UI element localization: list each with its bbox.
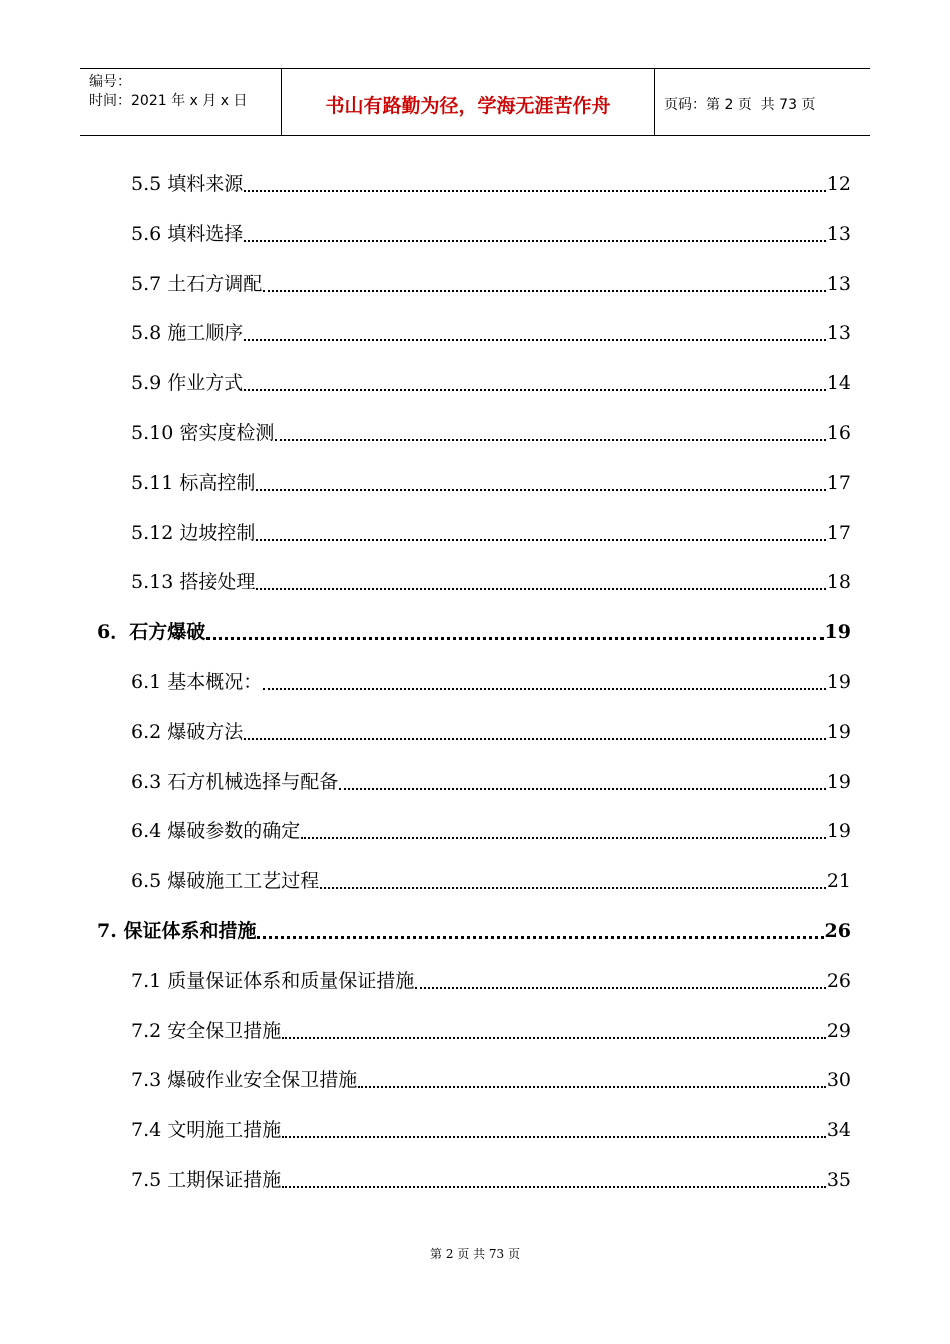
toc-entry[interactable]	[131, 966, 851, 994]
page-footer: 第 2 页 共 73 页	[430, 1247, 520, 1261]
toc-entry-page-number: 17	[826, 522, 851, 544]
toc-entry-page-number: 16	[826, 422, 851, 444]
toc-entry-title: 7. 保证体系和措施	[97, 920, 257, 942]
toc-dot-leader	[301, 820, 826, 839]
toc-entry-title: 6.4 爆破参数的确定	[131, 820, 301, 842]
toc-entry[interactable]	[131, 1016, 851, 1044]
toc-entry-page-number: 21	[826, 870, 851, 892]
toc-entry-title: 6．石方爆破	[97, 621, 206, 643]
toc-entry[interactable]	[97, 617, 851, 645]
toc-entry-page-number: 12	[826, 173, 851, 195]
toc-entry[interactable]	[131, 418, 851, 446]
toc-entry-title: 6.3 石方机械选择与配备	[131, 771, 339, 793]
toc-entry[interactable]	[131, 767, 851, 795]
page-header	[80, 68, 870, 136]
toc-entry-page-number: 14	[826, 372, 851, 394]
toc-dot-leader	[282, 1169, 826, 1188]
toc-entry-title: 7.2 安全保卫措施	[131, 1020, 282, 1042]
header-motto: 书山有路勤为径，学海无涯苦作舟	[282, 69, 655, 135]
toc-entry[interactable]	[97, 916, 851, 944]
toc-entry-page-number: 19	[826, 671, 851, 693]
toc-entry-title: 5.6 填料选择	[131, 223, 244, 245]
toc-entry-page-number: 30	[826, 1069, 851, 1091]
toc-entry[interactable]	[131, 717, 851, 745]
toc-entry[interactable]	[131, 269, 851, 297]
toc-entry[interactable]	[131, 169, 851, 197]
toc-entry-title: 5.8 施工顺序	[131, 322, 244, 344]
toc-entry-page-number: 26	[824, 920, 851, 942]
toc-dot-leader	[358, 1069, 826, 1088]
toc-entry-page-number: 19	[826, 820, 851, 842]
toc-dot-leader	[206, 621, 823, 640]
toc-entry-page-number: 19	[826, 771, 851, 793]
toc-entry-title: 5.10 密实度检测	[131, 422, 275, 444]
header-page-info: 页码：第 2 页 共 73 页	[664, 97, 816, 113]
toc-entry-page-number: 19	[824, 621, 851, 643]
toc-dot-leader	[263, 671, 826, 690]
toc-entry-page-number: 13	[826, 273, 851, 295]
toc-entry[interactable]	[131, 816, 851, 844]
toc-entry[interactable]	[131, 567, 851, 595]
toc-dot-leader	[256, 571, 825, 590]
toc-entry-page-number: 35	[826, 1169, 851, 1191]
toc-dot-leader	[320, 870, 826, 889]
toc-dot-leader	[256, 522, 825, 541]
toc-entry-title: 5.5 填料来源	[131, 173, 244, 195]
toc-entry[interactable]	[131, 1115, 851, 1143]
toc-dot-leader	[256, 472, 825, 491]
toc-dot-leader	[244, 721, 826, 740]
toc-entry-title: 7.3 爆破作业安全保卫措施	[131, 1069, 358, 1091]
toc-entry[interactable]	[131, 1065, 851, 1093]
toc-entry-title: 5.9 作业方式	[131, 372, 244, 394]
toc-dot-leader	[275, 422, 825, 441]
toc-entry-title: 7.1 质量保证体系和质量保证措施	[131, 970, 415, 992]
toc-entry-title: 5.12 边坡控制	[131, 522, 256, 544]
toc-dot-leader	[244, 372, 826, 391]
toc-entry[interactable]	[131, 667, 851, 695]
toc-dot-leader	[415, 970, 826, 989]
toc-entry-page-number: 13	[826, 322, 851, 344]
toc-dot-leader	[257, 920, 823, 939]
toc-entry-title: 6.2 爆破方法	[131, 721, 244, 743]
document-date-label: 时间：2021 年 x 月 x 日	[89, 93, 248, 109]
toc-entry-title: 7.4 文明施工措施	[131, 1119, 282, 1141]
toc-dot-leader	[244, 173, 826, 192]
toc-entry-title: 6.5 爆破施工工艺过程	[131, 870, 320, 892]
toc-entry[interactable]	[131, 219, 851, 247]
toc-dot-leader	[244, 322, 826, 341]
toc-entry-page-number: 34	[826, 1119, 851, 1141]
toc-dot-leader	[244, 223, 826, 242]
toc-entry-page-number: 19	[826, 721, 851, 743]
toc-entry-title: 5.13 搭接处理	[131, 571, 256, 593]
toc-entry-page-number: 17	[826, 472, 851, 494]
toc-entry[interactable]	[131, 468, 851, 496]
header-meta-cell	[80, 69, 282, 135]
toc-dot-leader	[282, 1020, 826, 1039]
toc-entry-title: 7.5 工期保证措施	[131, 1169, 282, 1191]
toc-entry-title: 5.11 标高控制	[131, 472, 256, 494]
toc-entry[interactable]	[131, 318, 851, 346]
toc-entry-title: 6.1 基本概况：	[131, 671, 263, 693]
toc-entry-page-number: 29	[826, 1020, 851, 1042]
toc-dot-leader	[282, 1119, 826, 1138]
toc-dot-leader	[263, 273, 826, 292]
toc-entry[interactable]	[131, 1165, 851, 1193]
toc-entry-page-number: 26	[826, 970, 851, 992]
toc-entry[interactable]	[131, 518, 851, 546]
toc-entry-title: 5.7 土石方调配	[131, 273, 263, 295]
toc-entry[interactable]	[131, 368, 851, 396]
document-number-label: 编号：	[89, 74, 131, 90]
toc-entry-page-number: 18	[826, 571, 851, 593]
toc-entry[interactable]	[131, 866, 851, 894]
toc-dot-leader	[339, 771, 826, 790]
toc-entry-page-number: 13	[826, 223, 851, 245]
